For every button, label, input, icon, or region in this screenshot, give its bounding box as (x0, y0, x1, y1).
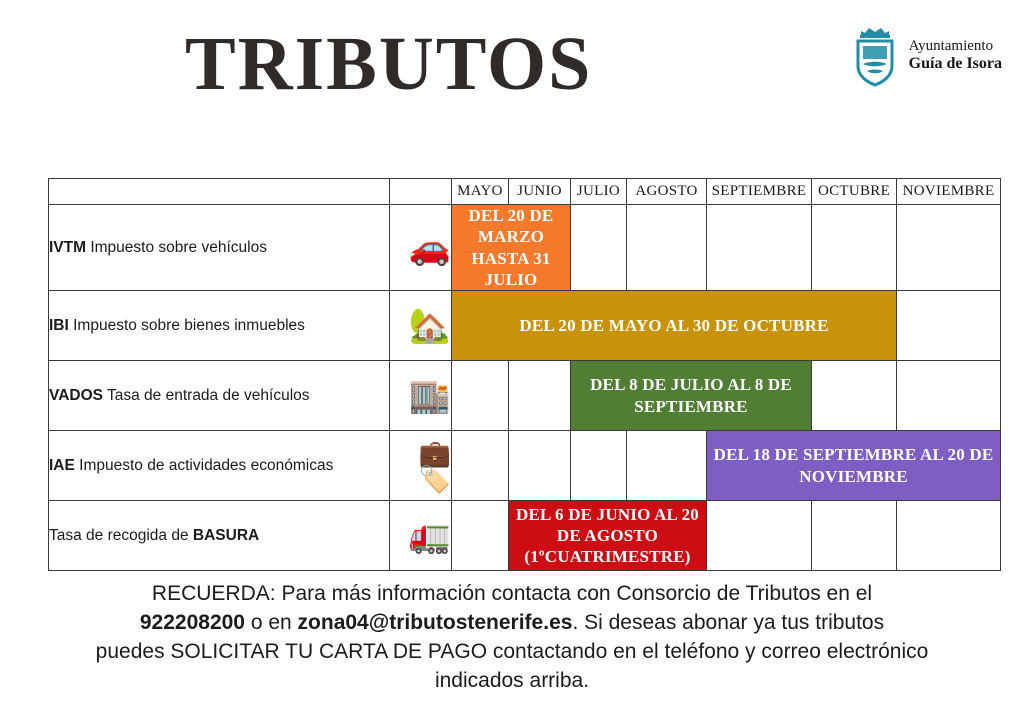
table-row (49, 501, 1001, 571)
column-header-mayo: MAYO (452, 179, 509, 205)
table-header-row (49, 179, 1001, 205)
column-header-septiembre: SEPTIEMBRE (707, 179, 812, 205)
empty-cell (627, 205, 707, 291)
empty-cell (897, 361, 1001, 431)
page-title: TRIBUTOS (185, 22, 593, 106)
bar-ivtm: DEL 20 DE MARZO HASTA 31 JULIO (452, 205, 571, 291)
car-icon: 🚗 (390, 205, 452, 291)
logo-line-1: Ayuntamiento (908, 38, 994, 55)
empty-cell (897, 205, 1001, 291)
header-corner-icon-cell (390, 179, 452, 205)
bar-vados: DEL 8 DE JULIO AL 8 DE SEPTIEMBRE (571, 361, 812, 431)
logo-text (909, 38, 1002, 74)
empty-cell (812, 501, 897, 571)
empty-cell (897, 291, 1001, 361)
column-header-noviembre: NOVIEMBRE (897, 179, 1001, 205)
empty-cell (897, 501, 1001, 571)
footer-note (0, 580, 1024, 696)
empty-cell (627, 431, 707, 501)
bar-basura: DEL 6 DE JUNIO AL 20 DE AGOSTO (1ºCUATRIMESTRE) (509, 501, 707, 571)
house-icon: 🏡 (390, 291, 452, 361)
row-label-basura (49, 501, 390, 571)
column-header-julio: JULIO (571, 179, 627, 205)
empty-cell (707, 501, 812, 571)
table-row (49, 431, 1001, 501)
logo-line-2: Guía de Isora (908, 55, 1002, 73)
column-header-octubre: OCTUBRE (812, 179, 897, 205)
footer-line-2-end: . Si deseas abonar ya tus tributos (572, 610, 885, 634)
empty-cell (571, 205, 627, 291)
coat-of-arms-icon (849, 22, 901, 90)
empty-cell (452, 431, 509, 501)
row-label-iae-rest: Impuesto de actividades económicas (74, 456, 334, 474)
empty-cell (509, 361, 571, 431)
empty-cell (509, 431, 571, 501)
row-label-ivtm (49, 205, 390, 291)
row-label-ivtm-bold: IVTM (49, 238, 87, 256)
row-label-vados (49, 361, 390, 431)
column-header-junio: JUNIO (509, 179, 571, 205)
row-label-basura-prefix: Tasa de recogida de (49, 526, 193, 544)
header-corner-cell (49, 179, 390, 205)
row-label-ivtm-rest: Impuesto sobre vehículos (86, 238, 267, 256)
row-label-vados-rest: Tasa de entrada de vehículos (102, 386, 310, 404)
empty-cell (452, 501, 509, 571)
column-header-agosto: AGOSTO (627, 179, 707, 205)
row-label-vados-bold: VADOS (49, 386, 103, 404)
contact-email: zona04@tributostenerife.es (297, 610, 573, 634)
row-label-ibi (49, 291, 390, 361)
row-label-iae-bold: IAE (49, 456, 75, 474)
table-row (49, 291, 1001, 361)
ayuntamiento-logo (849, 22, 1002, 90)
footer-line-2-mid: o en (245, 610, 298, 634)
tributos-calendar (48, 178, 1000, 571)
empty-cell (452, 361, 509, 431)
empty-cell (707, 205, 812, 291)
page-header (0, 0, 1024, 150)
footer-line-2 (0, 609, 1024, 638)
bar-ibi: DEL 20 DE MAYO AL 30 DE OCTUBRE (452, 291, 897, 361)
contact-phone: 922208200 (139, 610, 245, 634)
garbage-truck-icon: 🚛 (390, 501, 452, 571)
empty-cell (571, 431, 627, 501)
empty-cell (812, 361, 897, 431)
row-label-basura-bold: BASURA (192, 526, 260, 544)
calendar-table (48, 178, 1001, 571)
briefcase-tag-icon: 💼🏷️ (390, 431, 452, 501)
row-label-ibi-rest: Impuesto sobre bienes inmuebles (68, 316, 305, 334)
footer-line-1: RECUERDA: Para más información contacta con Consorcio de Tributos en el (151, 582, 873, 605)
footer-line-3: puedes SOLICITAR TU CARTA DE PAGO contactando en el teléfono y correo electrónico (95, 639, 929, 663)
bar-iae: DEL 18 DE SEPTIEMBRE AL 20 DE NOVIEMBRE (707, 431, 1001, 501)
row-label-ibi-bold: IBI (49, 316, 69, 334)
garage-icon: 🏬 (390, 361, 452, 431)
empty-cell (812, 205, 897, 291)
row-label-iae (49, 431, 390, 501)
table-row (49, 205, 1001, 291)
table-row (49, 361, 1001, 431)
footer-line-4: indicados arriba. (434, 668, 590, 692)
